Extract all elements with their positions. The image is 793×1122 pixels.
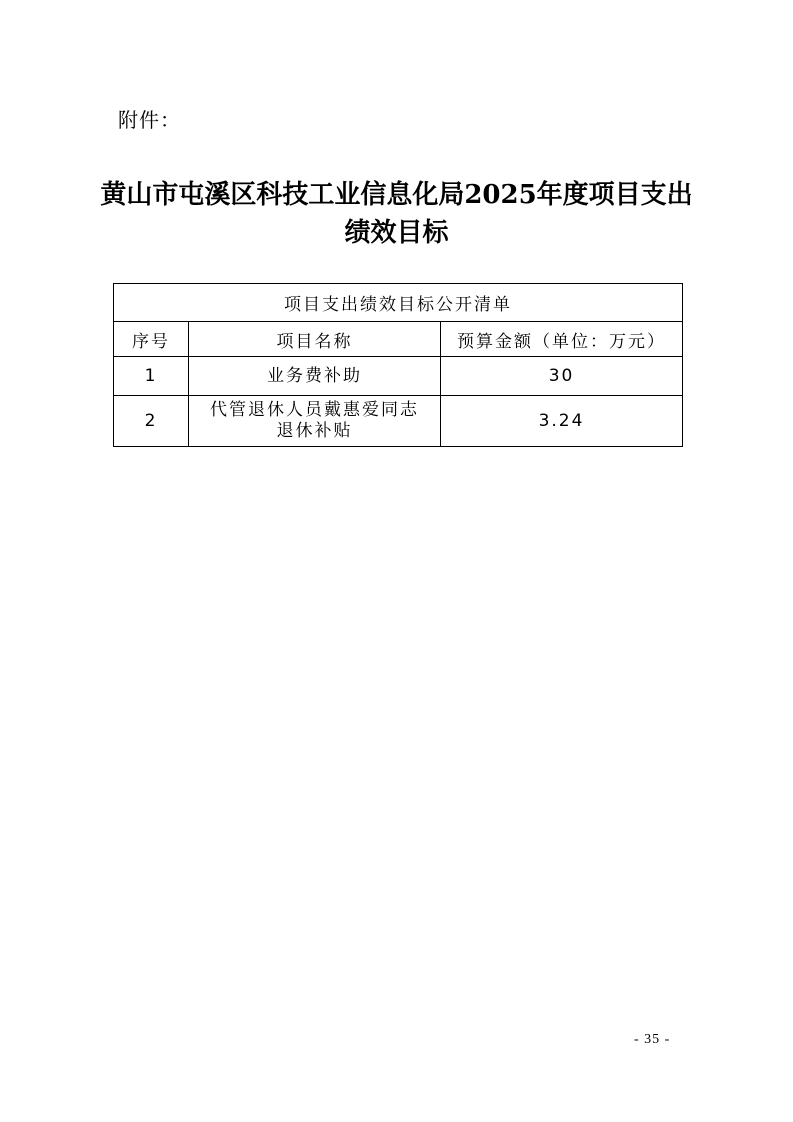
table-row <box>114 396 683 447</box>
header-budget-amount: 预算金额（单位：万元） <box>441 322 683 357</box>
row-project-name <box>189 396 441 447</box>
header-project-name: 项目名称 <box>189 322 441 357</box>
row-index: 1 <box>114 357 189 396</box>
row-budget-amount: 3.24 <box>441 396 683 447</box>
table-caption-row <box>114 284 683 322</box>
header-index: 序号 <box>114 322 189 357</box>
document-title-line-2: 绩效目标 <box>344 218 449 248</box>
project-name-line: 代管退休人员戴惠爱同志 <box>210 400 419 420</box>
row-project-name <box>189 357 441 396</box>
table-header-row <box>114 322 683 357</box>
row-budget-amount: 30 <box>441 357 683 396</box>
project-name-line: 退休补贴 <box>276 421 353 441</box>
row-index: 2 <box>114 396 189 447</box>
document-title-line-1: 黄山市屯溪区科技工业信息化局2025年度项目支出 <box>100 180 693 210</box>
attachment-label: 附件： <box>118 108 181 132</box>
table-row <box>114 357 683 396</box>
performance-target-table <box>113 283 683 447</box>
project-name-line: 业务费补助 <box>267 365 362 386</box>
table-caption: 项目支出绩效目标公开清单 <box>114 284 683 322</box>
page-number: - 35 - <box>634 1032 671 1047</box>
